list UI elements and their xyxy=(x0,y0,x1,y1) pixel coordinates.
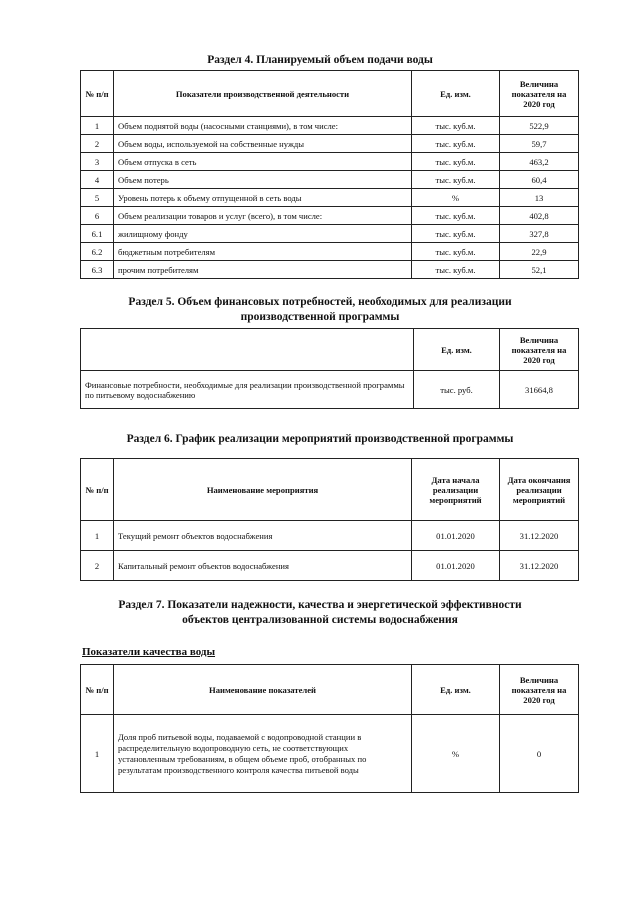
row-number: 2 xyxy=(81,135,114,153)
row-number: 5 xyxy=(81,189,114,207)
row-indicator: Объем отпуска в сеть xyxy=(114,153,412,171)
section-7-title-line1: Раздел 7. Показатели надежности, качества и энергетической эффективности xyxy=(118,599,522,611)
row-indicator: Объем потерь xyxy=(114,171,412,189)
water-quality-subtitle: Показатели качества воды xyxy=(82,646,216,658)
row-indicator: Объем воды, используемой на собственные нужды xyxy=(114,135,412,153)
table-row xyxy=(81,189,579,207)
row-number: 3 xyxy=(81,153,114,171)
table-row xyxy=(81,551,579,581)
header-unit: Ед. изм. xyxy=(414,329,500,371)
row-value: 22,9 xyxy=(500,243,579,261)
row-value: 60,4 xyxy=(500,171,579,189)
table-header-row xyxy=(81,459,579,521)
header-unit: Ед. изм. xyxy=(412,665,500,715)
row-unit: тыс. куб.м. xyxy=(412,243,500,261)
row-value: 13 xyxy=(500,189,579,207)
row-number: 1 xyxy=(81,117,114,135)
row-unit: % xyxy=(412,189,500,207)
row-indicator: Объем реализации товаров и услуг (всего), в том числе: xyxy=(114,207,412,225)
row-unit: тыс. руб. xyxy=(414,371,500,409)
row-number: 1 xyxy=(81,521,114,551)
row-value: 52,1 xyxy=(500,261,579,279)
row-value: 327,8 xyxy=(500,225,579,243)
header-value: Величина показателя на 2020 год xyxy=(500,665,579,715)
table-row xyxy=(81,117,579,135)
row-unit: тыс. куб.м. xyxy=(412,117,500,135)
section-5-title-line1: Раздел 5. Объем финансовых потребностей, необходимых для реализации xyxy=(128,296,512,308)
row-unit: тыс. куб.м. xyxy=(412,261,500,279)
header-number: № п/п xyxy=(81,71,114,117)
row-number: 6.1 xyxy=(81,225,114,243)
row-number: 6.2 xyxy=(81,243,114,261)
row-unit: тыс. куб.м. xyxy=(412,153,500,171)
row-value: 31664,8 xyxy=(500,371,579,409)
row-value: 59,7 xyxy=(500,135,579,153)
table-row xyxy=(81,261,579,279)
row-value: 463,2 xyxy=(500,153,579,171)
section-7-title-line2: объектов централизованной системы водоснабжения xyxy=(182,614,458,626)
row-unit: % xyxy=(412,715,500,793)
header-start-date: Дата начала реализации мероприятий xyxy=(412,459,500,521)
table-row xyxy=(81,171,579,189)
section-5-table xyxy=(80,328,579,409)
section-6-title: Раздел 6. График реализации мероприятий производственной программы xyxy=(126,433,514,445)
row-unit: тыс. куб.м. xyxy=(412,207,500,225)
row-start-date: 01.01.2020 xyxy=(412,551,500,581)
section-4-title: Раздел 4. Планируемый объем подачи воды xyxy=(207,54,433,66)
row-number: 1 xyxy=(81,715,114,793)
header-indicator: Показатели производственной деятельности xyxy=(114,71,412,117)
section-4-table xyxy=(80,70,579,279)
row-activity: Капитальный ремонт объектов водоснабжения xyxy=(114,551,412,581)
header-number: № п/п xyxy=(81,665,114,715)
header-blank xyxy=(81,329,414,371)
section-6-table xyxy=(80,458,579,581)
table-row xyxy=(81,371,579,409)
header-unit: Ед. изм. xyxy=(412,71,500,117)
row-indicator: Доля проб питьевой воды, подаваемой с водопроводной станции в распределительную водопроводную сеть, не соответствующих установленным требованиям, в общем объеме проб, отобранных по результатам производственного контроля качества питьевой воды xyxy=(114,715,412,793)
row-value: 522,9 xyxy=(500,117,579,135)
header-value: Величина показателя на 2020 год xyxy=(500,329,579,371)
header-number: № п/п xyxy=(81,459,114,521)
table-row xyxy=(81,135,579,153)
row-end-date: 31.12.2020 xyxy=(500,521,579,551)
row-unit: тыс. куб.м. xyxy=(412,135,500,153)
row-number: 4 xyxy=(81,171,114,189)
header-value: Величина показателя на 2020 год xyxy=(500,71,579,117)
table-row xyxy=(81,225,579,243)
row-end-date: 31.12.2020 xyxy=(500,551,579,581)
row-number: 6.3 xyxy=(81,261,114,279)
row-start-date: 01.01.2020 xyxy=(412,521,500,551)
header-end-date: Дата окончания реализации мероприятий xyxy=(500,459,579,521)
row-indicator: Финансовые потребности, необходимые для реализации производственной программы по питьевому водоснабжению xyxy=(81,371,414,409)
table-row xyxy=(81,715,579,793)
table-header-row xyxy=(81,329,579,371)
section-7-table xyxy=(80,664,579,793)
row-value: 402,8 xyxy=(500,207,579,225)
table-row xyxy=(81,207,579,225)
row-indicator: Уровень потерь к объему отпущенной в сеть воды xyxy=(114,189,412,207)
row-indicator: жилищному фонду xyxy=(114,225,412,243)
row-indicator: бюджетным потребителям xyxy=(114,243,412,261)
row-unit: тыс. куб.м. xyxy=(412,171,500,189)
table-header-row xyxy=(81,665,579,715)
table-row xyxy=(81,243,579,261)
row-indicator: Объем поднятой воды (насосными станциями), в том числе: xyxy=(114,117,412,135)
section-5-title-line2: производственной программы xyxy=(240,311,400,323)
row-activity: Текущий ремонт объектов водоснабжения xyxy=(114,521,412,551)
row-unit: тыс. куб.м. xyxy=(412,225,500,243)
header-indicator: Наименование показателей xyxy=(114,665,412,715)
row-number: 6 xyxy=(81,207,114,225)
table-header-row xyxy=(81,71,579,117)
row-number: 2 xyxy=(81,551,114,581)
table-row xyxy=(81,153,579,171)
header-activity: Наименование мероприятия xyxy=(114,459,412,521)
row-value: 0 xyxy=(500,715,579,793)
table-row xyxy=(81,521,579,551)
row-indicator: прочим потребителям xyxy=(114,261,412,279)
